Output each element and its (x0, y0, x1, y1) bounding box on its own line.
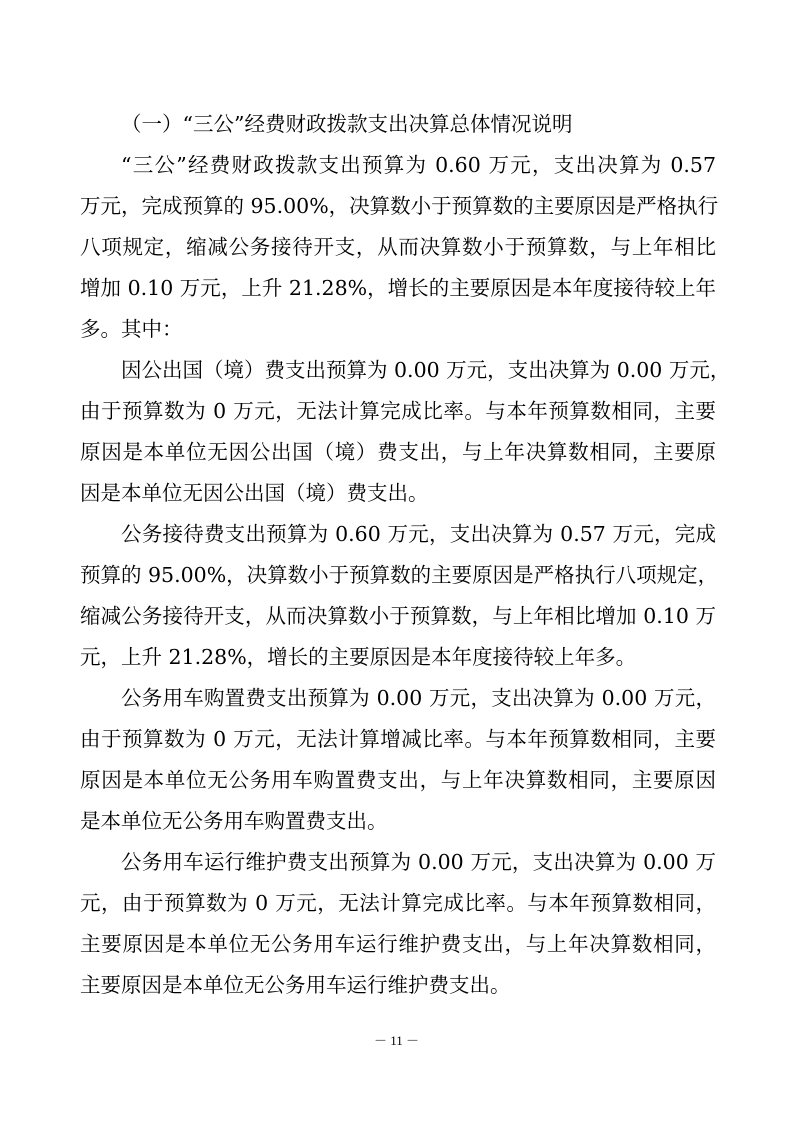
paragraph-line: 公务用车购置费支出预算为 0.00 万元，支出决算为 0.00 万元， (121, 686, 716, 710)
paragraph-line: 原因是本单位无公务用车购置费支出，与上年决算数相同，主要原因 (80, 768, 716, 792)
paragraph-line: “三公”经费财政拨款支出预算为 0.60 万元，支出决算为 0.57 (121, 153, 716, 177)
paragraph-line: 公务接待费支出预算为 0.60 万元，支出决算为 0.57 万元，完成 (121, 522, 716, 546)
paragraph-line: 因是本单位无因公出国（境）费支出。 (80, 481, 429, 505)
paragraph-line: 八项规定，缩减公务接待开支，从而决算数小于预算数，与上年相比 (80, 235, 716, 259)
paragraph-line: 主要原因是本单位无公务用车运行维护费支出，与上年决算数相同， (80, 932, 716, 956)
paragraph-overseas-travel (80, 350, 731, 514)
section-heading: （一）“三公”经费财政拨款支出决算总体情况说明 (121, 112, 573, 136)
paragraph-line: 缩减公务接待开支，从而决算数小于预算数，与上年相比增加 0.10 万 (80, 604, 716, 628)
page-number: － 11 － (373, 1033, 420, 1048)
paragraph-line: 主要原因是本单位无公务用车运行维护费支出。 (80, 973, 511, 997)
paragraph-vehicle-operation (80, 842, 716, 1006)
paragraph-line: 增加 0.10 万元，上升 21.28%，增长的主要原因是本年度接待较上年 (80, 276, 716, 300)
paragraph-line: 原因是本单位无因公出国（境）费支出，与上年决算数相同，主要原 (80, 440, 716, 464)
paragraph-line: 万元，完成预算的 95.00%，决算数小于预算数的主要原因是严格执行 (80, 194, 719, 218)
paragraph-vehicle-purchase (80, 678, 716, 842)
paragraph-line: 多。其中： (80, 317, 183, 341)
paragraph-line: 因公出国（境）费支出预算为 0.00 万元，支出决算为 0.00 万元， (121, 358, 731, 382)
paragraph-line: 由于预算数为 0 万元，无法计算完成比率。与本年预算数相同，主要 (80, 399, 716, 423)
paragraph-line: 是本单位无公务用车购置费支出。 (80, 809, 388, 833)
paragraph-line: 公务用车运行维护费支出预算为 0.00 万元，支出决算为 0.00 万 (121, 850, 716, 874)
paragraph-line: 元，由于预算数为 0 万元，无法计算完成比率。与本年预算数相同， (80, 891, 716, 915)
paragraph-summary (80, 145, 719, 350)
paragraph-line: 元，上升 21.28%，增长的主要原因是本年度接待较上年多。 (80, 645, 637, 669)
document-body (80, 104, 731, 1006)
paragraph-line: 由于预算数为 0 万元，无法计算增减比率。与本年预算数相同，主要 (80, 727, 716, 751)
paragraph-reception (80, 514, 719, 678)
paragraph-line: 预算的 95.00%，决算数小于预算数的主要原因是严格执行八项规定， (80, 563, 719, 587)
